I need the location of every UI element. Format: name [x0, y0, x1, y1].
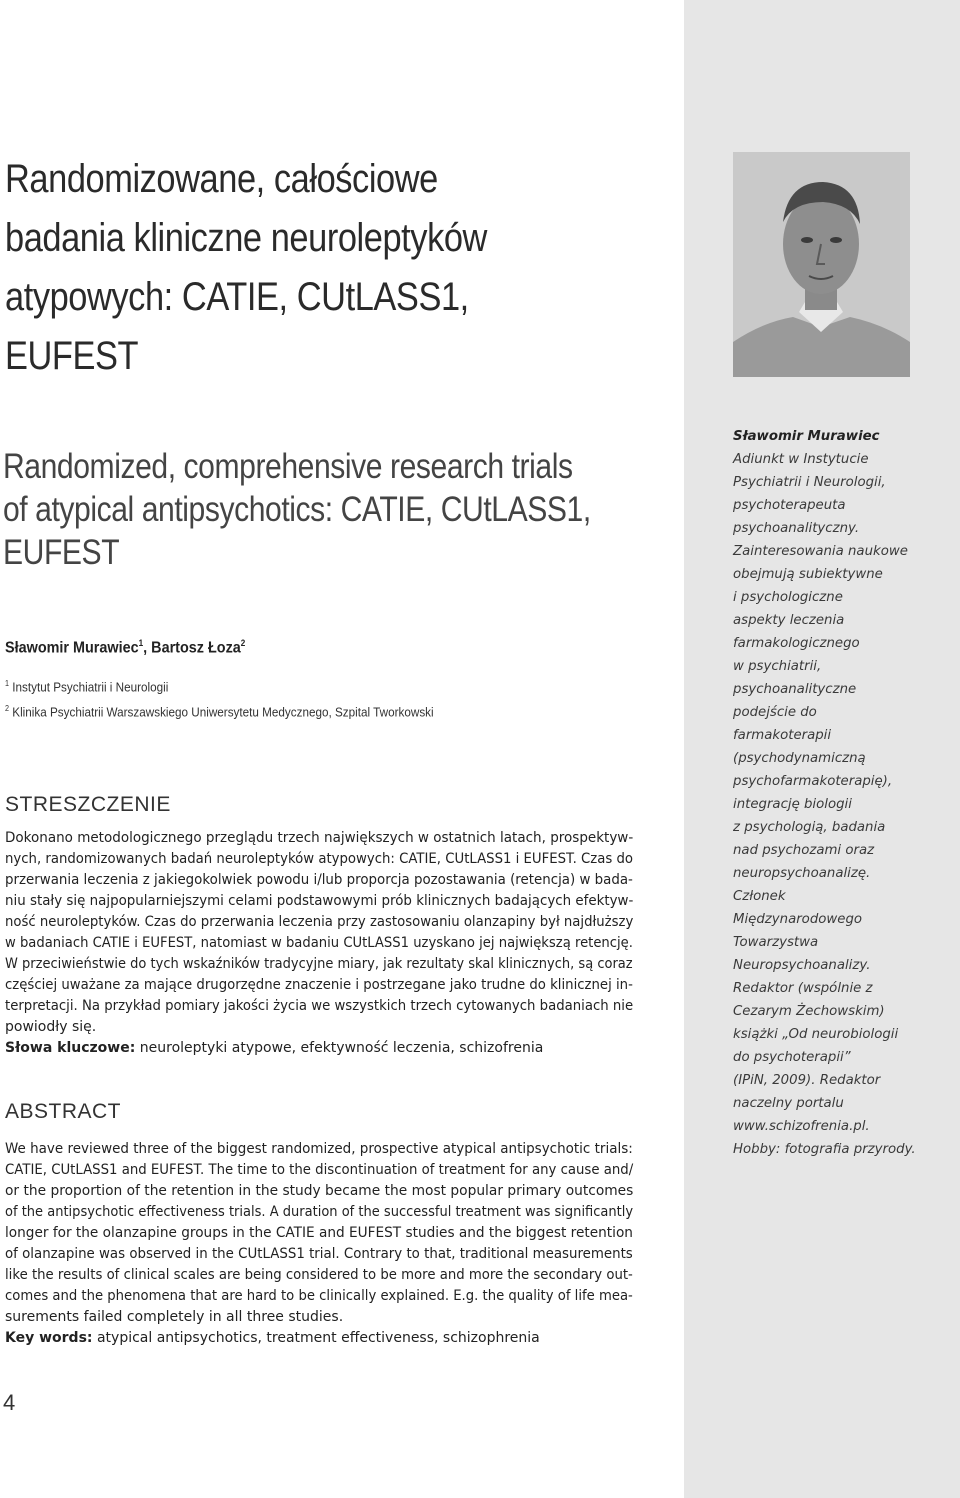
bio-line: Redaktor (wspólnie z [733, 981, 873, 996]
bio-line: Neuropsychoanalizy. [733, 958, 871, 973]
bio-line: książki „Od neurobiologii [733, 1027, 899, 1042]
body-line: terpretacji. Na przykład pomiary jakości życia we wszystkich trzech cytowanych badaniach nie [5, 998, 634, 1014]
abstract-body [5, 1139, 633, 1349]
author-portrait-image [733, 152, 910, 377]
bio-line: nad psychozami oraz [733, 843, 875, 858]
body-line: Dokonano metodologicznego przeglądu trzech największych w ostatnich latach, prospektyw- [5, 830, 634, 846]
bio-line: farmakoterapii [733, 728, 832, 743]
bio-line: (psychodynamiczną [733, 751, 866, 766]
streszczenie-heading: STRESZCZENIE [5, 793, 171, 816]
bio-line: z psychologią, badania [733, 820, 886, 835]
subtitle-line: Randomized, comprehensive research trials [3, 447, 573, 486]
bio-line: psychoanalityczne [733, 682, 857, 697]
body-line: like the results of clinical scales are being considered to be more and more the secondary out- [5, 1267, 633, 1283]
keywords-line [5, 1038, 633, 1059]
keywords-text: atypical antipsychotics, treatment effectiveness, schizophrenia [92, 1330, 540, 1346]
title-line: atypowych: CATIE, CUtLASS1, [5, 275, 469, 319]
body-line: powiodły się. [5, 1019, 97, 1035]
author-name: Sławomir Murawiec [5, 639, 139, 657]
bio-line: neuropsychoanalizę. [733, 866, 871, 881]
author-separator: , [143, 639, 152, 657]
body-line: We have reviewed three of the biggest randomized, prospective atypical antipsychotic trials: [5, 1141, 633, 1157]
bio-line: psychoanalityczny. [733, 521, 860, 536]
body-line: longer for the olanzapine groups in the CATIE and EUFEST studies and the biggest retention [5, 1225, 633, 1241]
bio-line: do psychoterapii” [733, 1050, 851, 1065]
bio-line: psychoterapeuta [733, 498, 846, 513]
affiliations [5, 673, 434, 724]
title-line: badania kliniczne neuroleptyków [5, 216, 487, 260]
bio-line: obejmują subiektywne [733, 567, 883, 582]
body-line: of olanzapine was observed in the CUtLASS1 trial. Contrary to that, traditional measurements [5, 1246, 633, 1262]
author-bio [733, 425, 948, 1161]
affiliation-line [5, 698, 434, 723]
bio-line: Adiunkt w Instytucie [733, 452, 869, 467]
author-list [5, 638, 245, 657]
bio-line: Zainteresowania naukowe [733, 544, 908, 559]
body-line: comes and the phenomena that are hard to be clinically explained. E.g. the quality of life mea- [5, 1288, 633, 1304]
author-photo [733, 152, 910, 377]
affiliation-marker: 2 [240, 638, 246, 648]
author-name: Bartosz Łoza [151, 639, 241, 657]
body-line: w badaniach CATIE i EUFEST, natomiast w badaniu CUtLASS1 uzyskano jej największą retencję. [5, 935, 633, 951]
keywords-label: Słowa kluczowe: [5, 1040, 136, 1056]
affiliation-text: Instytut Psychiatrii i Neurologii [12, 679, 169, 695]
affiliation-line [5, 673, 434, 698]
streszczenie-body [5, 828, 633, 1059]
bio-line: Członek [733, 889, 786, 904]
article-title-english [3, 445, 605, 574]
affiliation-marker: 1 [138, 638, 144, 648]
body-line: nych, randomizowanych badań neuroleptyków atypowych: CATIE, CUtLASS1 i EUFEST. Czas do [5, 851, 634, 867]
bio-line: Międzynarodowego [733, 912, 863, 927]
bio-line: naczelny portalu [733, 1096, 844, 1111]
page-number: 4 [3, 1390, 16, 1415]
affiliation-marker: 1 [5, 679, 10, 688]
affiliation-marker: 2 [5, 704, 10, 714]
affiliation-text: Klinika Psychiatrii Warszawskiego Uniwersytetu Medycznego, Szpital Tworkowski [12, 704, 434, 720]
bio-line: podejście do [733, 705, 817, 720]
body-line: ność neuroleptyków. Czas do przerwania leczenia przy zastosowaniu olanzapiny był najdłuższy [5, 914, 634, 930]
bio-line: Towarzystwa [733, 935, 819, 950]
body-line: surements failed completely in all three studies. [5, 1309, 344, 1325]
bio-line: (IPiN, 2009). Redaktor [733, 1073, 881, 1088]
abstract-heading: ABSTRACT [5, 1100, 122, 1123]
title-line: EUFEST [5, 334, 139, 378]
bio-line: Cezarym Żechowskim) [733, 1004, 885, 1019]
body-line: or the proportion of the retention in the study became the most popular primary outcomes [5, 1183, 634, 1199]
body-line: of the antipsychotic effectiveness trials. A duration of the successful treatment was significantly [5, 1204, 634, 1220]
keywords-line [5, 1328, 633, 1349]
bio-author-name: Sławomir Murawiec [733, 429, 880, 444]
bio-line: i psychologiczne [733, 590, 843, 605]
bio-line: psychofarmakoterapię), [733, 774, 893, 789]
body-line: przerwania leczenia z jakiegokolwiek powodu i/lub proporcja pozostawania (retencja) w bada- [5, 872, 633, 888]
bio-line: w psychiatrii, [733, 659, 822, 674]
keywords-text: neuroleptyki atypowe, efektywność leczenia, schizofrenia [135, 1040, 544, 1056]
subtitle-line: of atypical antipsychotics: CATIE, CUtLASS1, [3, 490, 591, 529]
article-title [5, 150, 573, 386]
bio-line: Psychiatrii i Neurologii, [733, 475, 886, 490]
body-line: CATIE, CUtLASS1 and EUFEST. The time to the discontinuation of treatment for any cause and/ [5, 1162, 634, 1178]
body-line: częściej uważane za mające drugorzędne znaczenie i postrzegane jako trudne do klinicznej in- [5, 977, 633, 993]
bio-line: www.schizofrenia.pl. [733, 1119, 870, 1134]
body-line: W przeciwieństwie do tych wskaźników tradycyjne miary, jak rezultaty skal klinicznych, są coraz [5, 956, 633, 972]
keywords-label: Key words: [5, 1330, 93, 1346]
body-line: niu stały się najpopularniejszymi celami podstawowymi prób klinicznych badających efektyw- [5, 893, 634, 909]
bio-line: farmakologicznego [733, 636, 860, 651]
title-line: Randomizowane, całościowe [5, 157, 438, 201]
bio-line: aspekty leczenia [733, 613, 845, 628]
subtitle-line: EUFEST [3, 533, 120, 572]
bio-line: Hobby: fotografia przyrody. [733, 1142, 916, 1157]
bio-line: integrację biologii [733, 797, 852, 812]
